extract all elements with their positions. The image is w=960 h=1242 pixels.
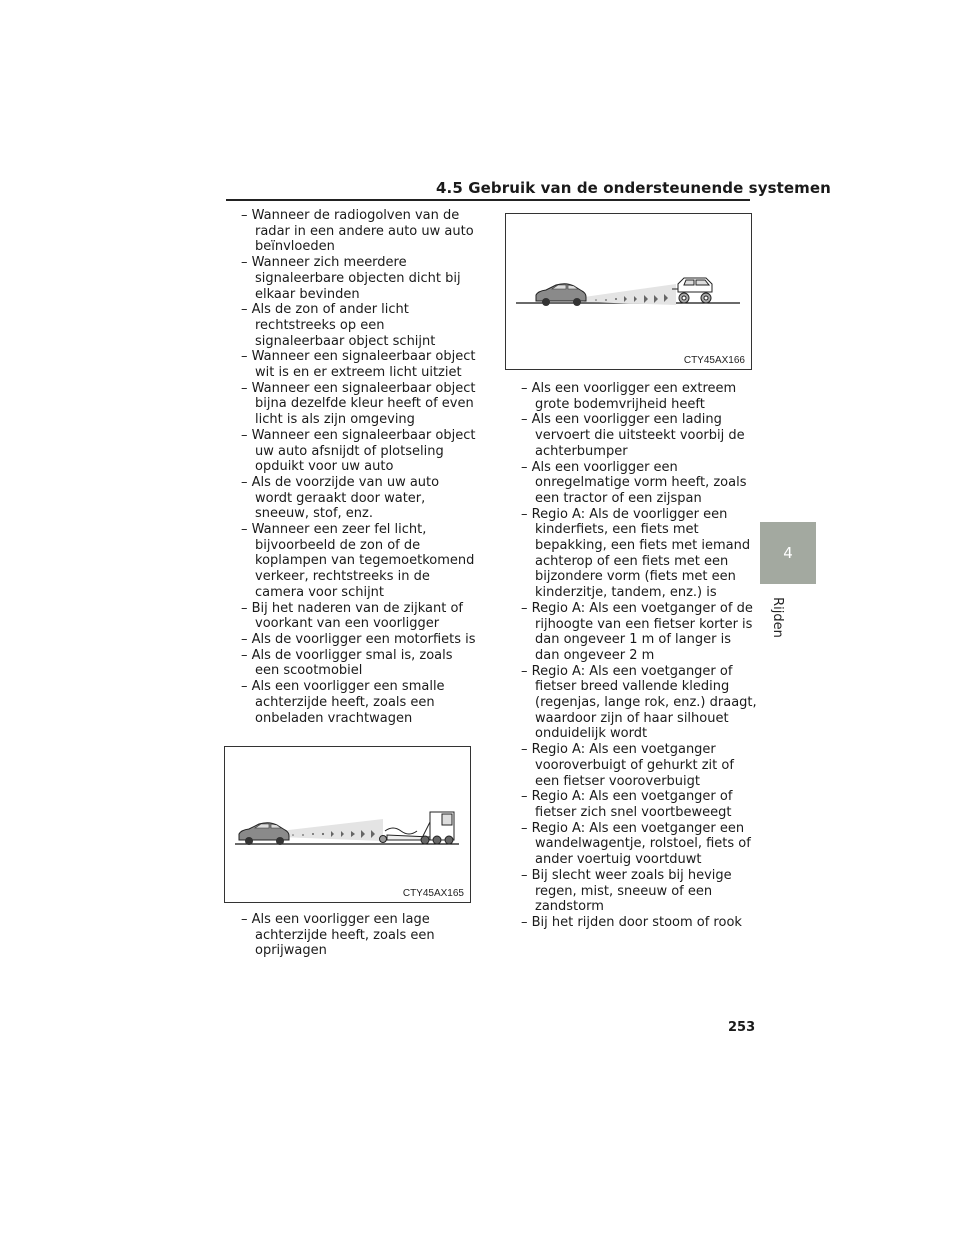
list-item: – Als een voorligger een lage achterzijde heeft, zoals een oprijwagen [241, 912, 435, 959]
figure-high-clearance [505, 213, 752, 370]
list-item: – Regio A: Als een voetganger vooroverbuigt of gehurkt zit of een fietser vooroverbuigt [521, 742, 734, 789]
list-item: – Wanneer een signaleerbaar object bijna dezelfde kleur heeft of even licht is als zijn omgeving [241, 380, 476, 428]
radar-beam [280, 819, 383, 841]
list-item: – Bij het rijden door stoom of rook [521, 914, 742, 930]
right-column-list [521, 381, 757, 931]
list-item: – Als de voorligger smal is, zoals een scootmobiel [241, 647, 453, 679]
page-number: 253 [728, 1020, 756, 1035]
figure-code: CTY45AX165 [402, 888, 464, 899]
list-item: – Regio A: Als een voetganger of de rijhoogte van een fietser korter is dan ongeveer 1 m of langer is dan ongeveer 2 m [521, 600, 753, 663]
list-item: – Als een voorligger een extreem grote bodemvrijheid heeft [521, 381, 737, 412]
list-item: – Wanneer een signaleerbaar object wit is en er extreem licht uitziet [241, 349, 476, 381]
list-item: – Bij slecht weer zoals bij hevige regen, mist, sneeuw of een zandstorm [521, 867, 732, 915]
list-item: – Als de voorzijde van uw auto wordt geraakt door water, sneeuw, stof, enz. [241, 474, 440, 522]
radar-beam [584, 284, 676, 305]
list-item: – Als de voorligger een motorfiets is [241, 631, 476, 647]
list-item: – Als een voorligger een onregelmatige vorm heeft, zoals een tractor of een zijspan [521, 459, 747, 506]
own-car [239, 823, 289, 845]
bottom-left-list [241, 912, 477, 959]
list-item: – Wanneer de radiogolven van de radar in een andere auto uw auto beïnvloeden [241, 208, 474, 255]
list-item: – Regio A: Als een voetganger of fietser zich snel voortbeweegt [521, 789, 733, 820]
list-item: – Wanneer een signaleerbaar object uw auto afsnijdt of plotseling opduikt voor uw auto [241, 427, 476, 475]
list-item: – Wanneer zich meerdere signaleerbare objecten dicht bij elkaar bevinden [241, 255, 461, 302]
header-divider [226, 199, 750, 201]
chapter-label-text: Rijden [769, 597, 785, 638]
high-clearance-illustration [506, 214, 751, 369]
list-item: – Regio A: Als een voetganger een wandelwagentje, rolstoel, fiets of ander voertuig voortduwt [521, 820, 751, 868]
list-item: – Bij het naderen van de zijkant of voorkant van een voorligger [241, 600, 463, 632]
chapter-label [771, 592, 795, 652]
section-title: 4.5 Gebruik van de ondersteunende systemen [436, 179, 831, 197]
high-clearance-vehicle [672, 278, 712, 303]
figure-car-carrier [224, 746, 471, 903]
chapter-number: 4 [783, 544, 793, 562]
figure-code: CTY45AX166 [683, 355, 745, 366]
list-item: – Als de zon of ander licht rechtstreeks op een signaleerbaar object schijnt [241, 302, 436, 349]
list-item: – Regio A: Als een voetganger of fietser breed vallende kleding (regenjas, lange rok, enz.) draagt, waardoor zijn of haar silhouet onduidelijk wordt [521, 663, 757, 742]
car-carrier-illustration [225, 747, 470, 902]
chapter-tab[interactable] [760, 522, 816, 584]
car-carrier-truck [380, 812, 455, 844]
list-item: – Als een voorligger een lading vervoert die uitsteekt voorbij de achterbumper [521, 412, 745, 459]
left-column-list [241, 208, 477, 726]
list-item: – Wanneer een zeer fel licht, bijvoorbeeld de zon of de koplampen van tegemoetkomend verkeer, rechtstreeks in de camera voor schijnt [241, 522, 475, 600]
list-item: – Regio A: Als de voorligger een kinderfiets, een fiets met bepakking, een fiets met iemand achterop of een fiets met een bijzondere vorm (fiets met een kinderzitje, tandem, enz.) is [521, 506, 751, 601]
list-item: – Als een voorligger een smalle achterzijde heeft, zoals een onbeladen vrachtwagen [241, 679, 445, 726]
